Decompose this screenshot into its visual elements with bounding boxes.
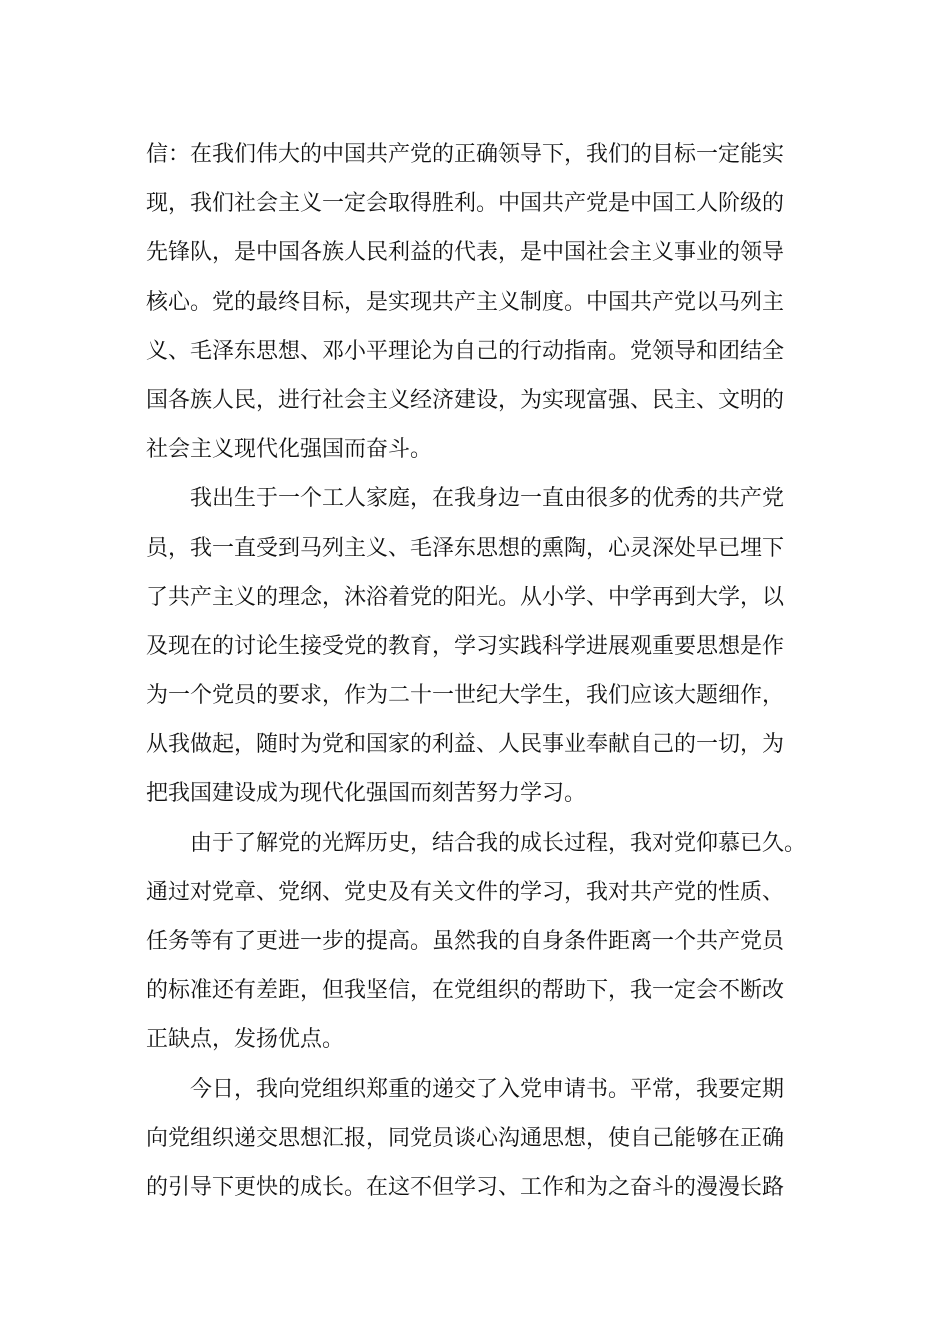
text-line: 由于了解党的光辉历史，结合我的成长过程，我对党仰慕已久。	[190, 830, 807, 856]
text-line: 为一个党员的要求，作为二十一世纪大学生，我们应该大题细作，	[146, 683, 785, 709]
text-line: 通过对党章、党纲、党史及有关文件的学习，我对共产党的性质、	[146, 879, 785, 905]
text-line: 现，我们社会主义一定会取得胜利。中国共产党是中国工人阶级的	[146, 191, 785, 217]
text-line: 今日，我向党组织郑重的递交了入党申请书。平常，我要定期	[190, 1076, 785, 1102]
text-line: 员，我一直受到马列主义、毛泽东思想的熏陶，心灵深处早已埋下	[146, 535, 785, 561]
text-line: 先锋队，是中国各族人民利益的代表，是中国社会主义事业的领导	[146, 240, 785, 266]
text-line: 核心。党的最终目标，是实现共产主义制度。中国共产党以马列主	[146, 289, 785, 315]
text-line: 正缺点，发扬优点。	[146, 1027, 345, 1053]
text-line: 信：在我们伟大的中国共产党的正确领导下，我们的目标一定能实	[146, 142, 785, 167]
text-line: 了共产主义的理念，沐浴着党的阳光。从小学、中学再到大学，以	[146, 584, 785, 610]
text-line: 的引导下更快的成长。在这不但学习、工作和为之奋斗的漫漫长路	[146, 1174, 785, 1200]
body-text	[146, 130, 816, 1212]
text-line: 义、毛泽东思想、邓小平理论为自己的行动指南。党领导和团结全	[146, 338, 785, 364]
text-line: 任务等有了更进一步的提高。虽然我的自身条件距离一个共产党员	[146, 929, 785, 954]
text-line: 把我国建设成为现代化强国而刻苦努力学习。	[146, 781, 587, 807]
text-line: 我出生于一个工人家庭，在我身边一直由很多的优秀的共产党	[190, 486, 785, 512]
text-line: 国各族人民，进行社会主义经济建设，为实现富强、民主、文明的	[146, 387, 785, 413]
text-line: 从我做起，随时为党和国家的利益、人民事业奉献自己的一切，为	[146, 732, 785, 758]
text-line: 向党组织递交思想汇报，同党员谈心沟通思想，使自己能够在正确	[146, 1125, 785, 1151]
text-line: 社会主义现代化强国而奋斗。	[146, 437, 433, 463]
text-line: 及现在的讨论生接受党的教育，学习实践科学进展观重要思想是作	[146, 633, 785, 659]
text-line: 的标准还有差距，但我坚信，在党组织的帮助下，我一定会不断改	[146, 978, 785, 1004]
